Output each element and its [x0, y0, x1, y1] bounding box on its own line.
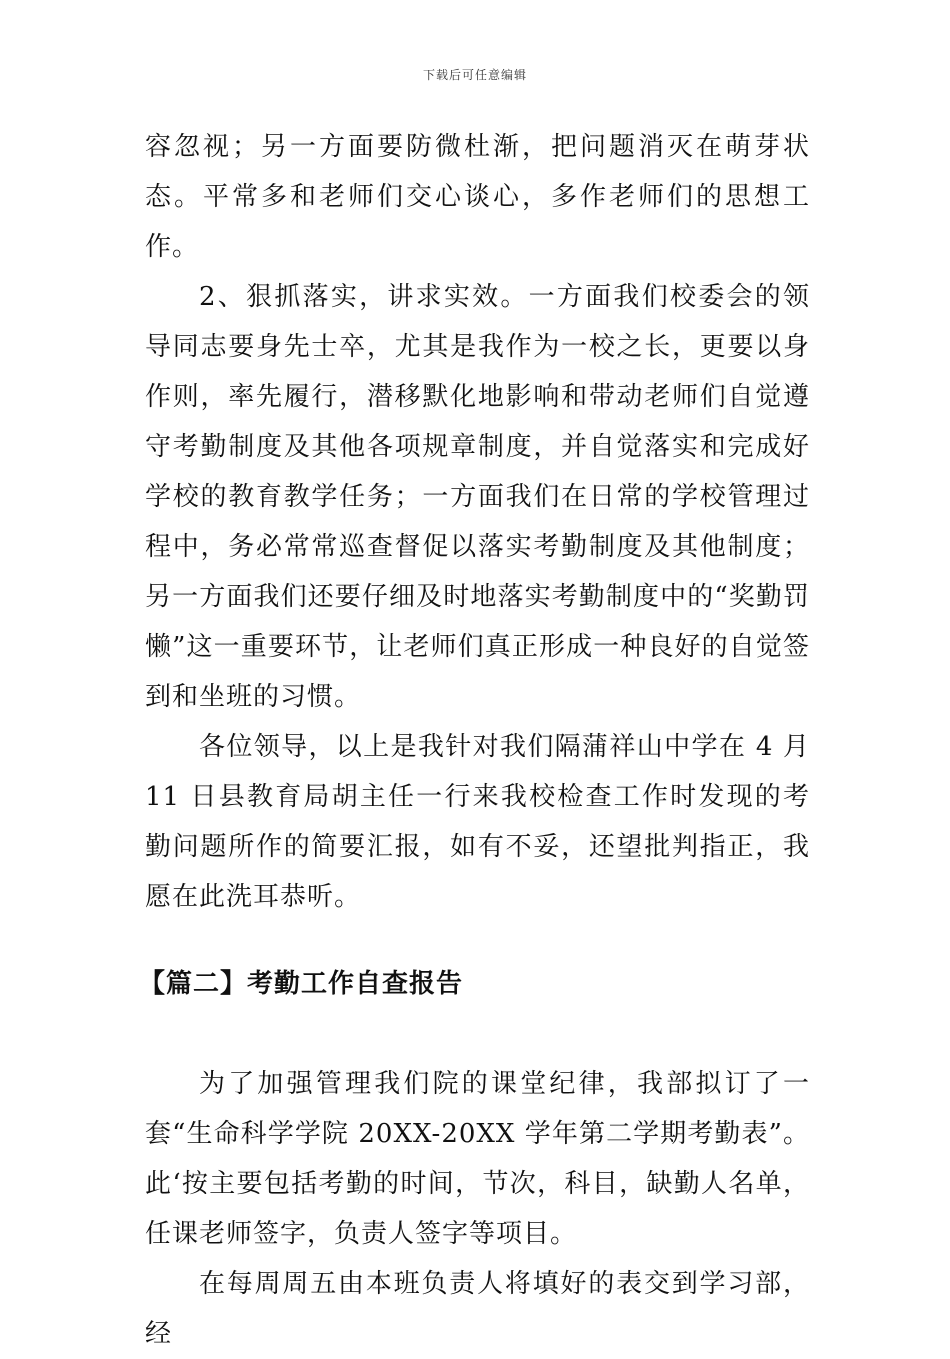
- paragraph-conclusion: 各位领导，以上是我针对我们隔蒲祥山中学在 4 月 11 日县教育局胡主任一行来我校检查工作时发现的考勤问题所作的简要汇报，如有不妥，还望批判指正，我愿在此洗耳恭听。: [145, 732, 810, 912]
- document-body: [139, 122, 810, 1359]
- paragraph-attendance-form: 为了加强管理我们院的课堂纪律，我部拟订了一套“生命科学学院 20XX-20XX 学年第二学期考勤表”。此‘按主要包括考勤的时间，节次，科目，缺勤人名单，任课老师签字，负责人签字等项目。: [145, 1069, 810, 1249]
- paragraph-continuation: 容忽视；另一方面要防微杜渐，把问题消灭在萌芽状态。平常多和老师们交心谈心，多作老师们的思想工作。: [145, 132, 810, 262]
- paragraph-implementation: 2、狠抓落实，讲求实效。一方面我们校委会的领导同志要身先士卒，尤其是我作为一校之长，更要以身作则，率先履行，潜移默化地影响和带动老师们自觉遵守考勤制度及其他各项规章制度，并自觉落实和完成好学校的教育教学任务；一方面我们在日常的学校管理过程中，务必常常巡查督促以落实考勤制度及其他制度；另一方面我们还要仔细及时地落实考勤制度中的“奖勤罚懒”这一重要环节，让老师们真正形成一种良好的自觉签到和坐班的习惯。: [145, 282, 810, 712]
- page-header: 下载后可任意编辑: [422, 68, 527, 82]
- section-heading: 【篇二】考勤工作自查报告: [139, 969, 464, 999]
- paragraph-weekly-submission: 在每周周五由本班负责人将填好的表交到学习部，经: [145, 1269, 810, 1349]
